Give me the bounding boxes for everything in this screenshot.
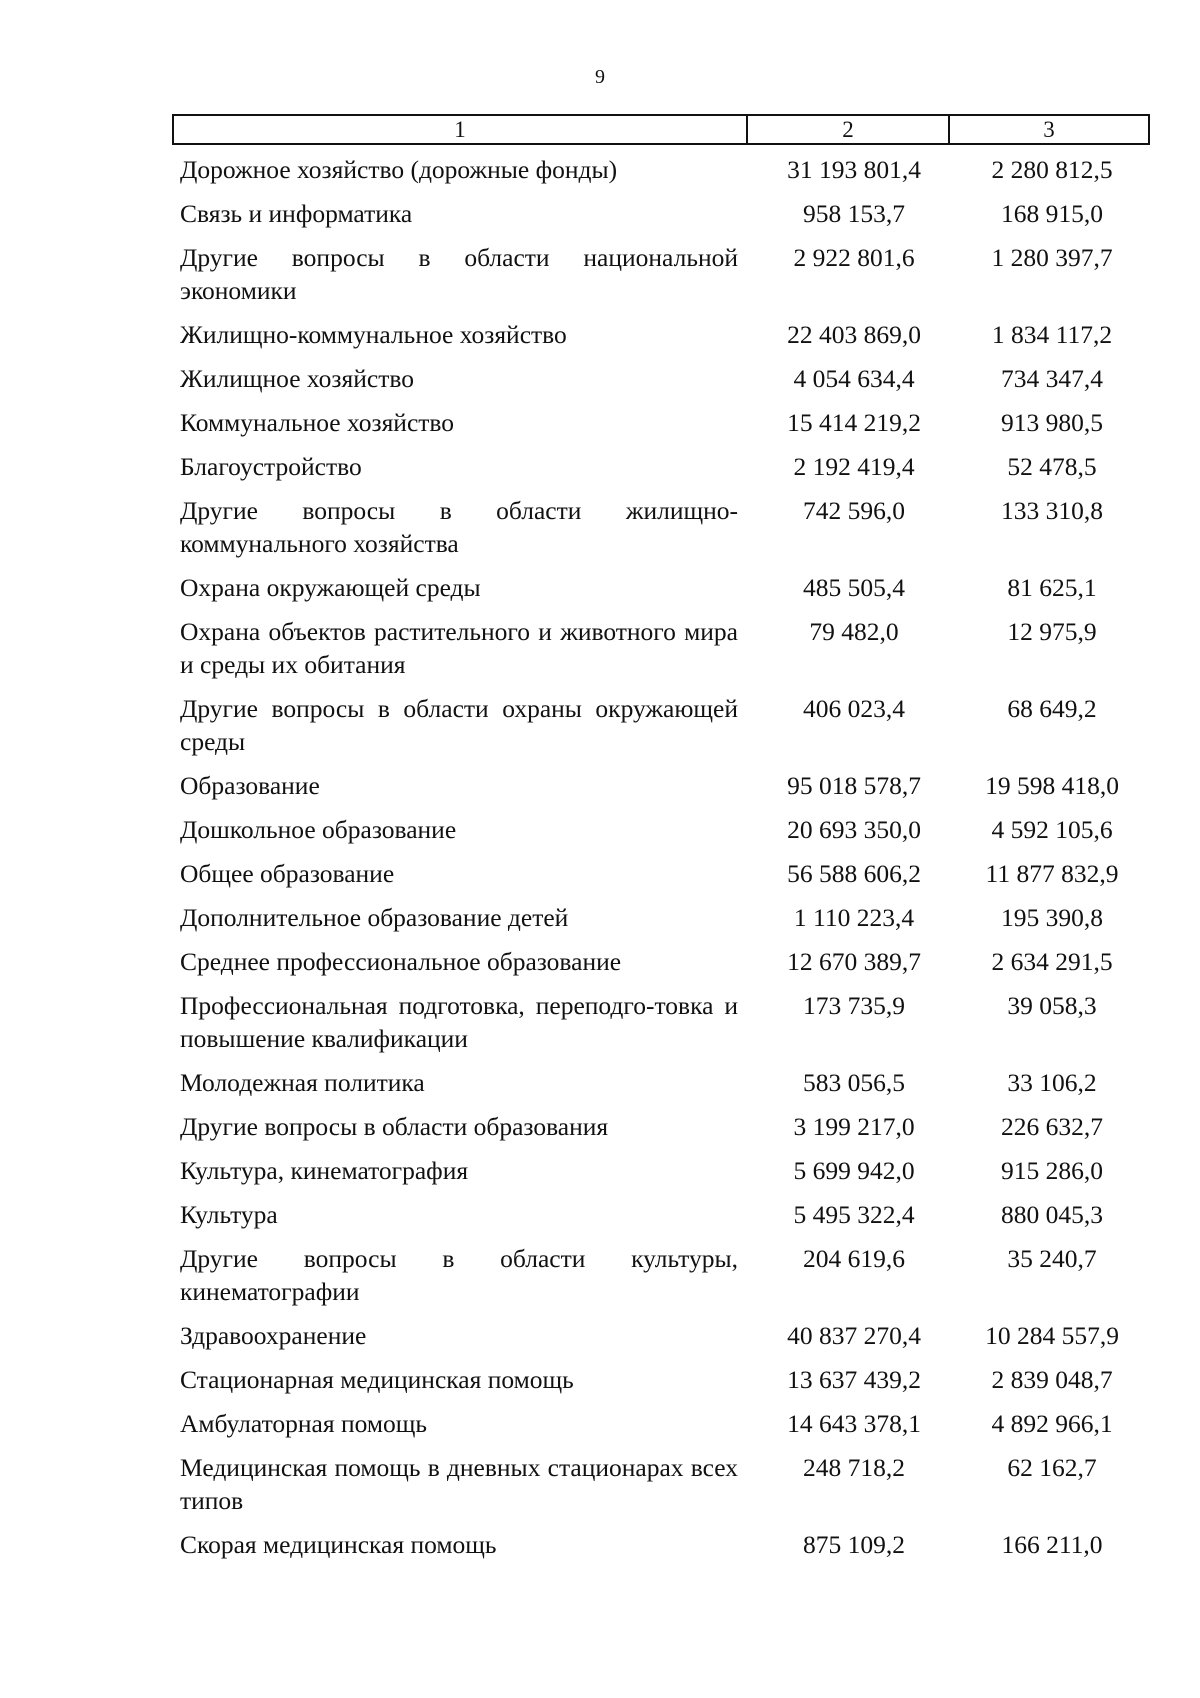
column-header-3: 3 — [1043, 117, 1055, 142]
table-row — [180, 989, 1150, 1055]
row-name: Образование — [180, 771, 320, 800]
row-name: Медицинская помощь в дневных стационарах всех типов — [180, 1453, 738, 1515]
row-name: Охрана объектов растительного и животного мира и среды их обитания — [180, 617, 738, 679]
row-value-col3: 52 478,5 — [1007, 452, 1097, 481]
row-value-col3: 913 980,5 — [1001, 408, 1103, 437]
table-header — [172, 114, 1150, 145]
row-value-col2: 31 193 801,4 — [787, 155, 921, 184]
table-row — [180, 1528, 1150, 1561]
row-name: Стационарная медицинская помощь — [180, 1365, 574, 1394]
row-value-col2: 20 693 350,0 — [787, 815, 921, 844]
table-row — [180, 1242, 1150, 1308]
row-value-col3: 880 045,3 — [1001, 1200, 1103, 1229]
table-row — [180, 318, 1150, 351]
row-value-col3: 2 839 048,7 — [991, 1365, 1113, 1394]
table-row — [180, 857, 1150, 890]
row-value-col3: 39 058,3 — [1007, 991, 1097, 1020]
row-value-col3: 4 892 966,1 — [991, 1409, 1113, 1438]
row-value-col2: 248 718,2 — [803, 1453, 905, 1482]
row-name: Дополнительное образование детей — [180, 903, 569, 932]
row-name: Здравоохранение — [180, 1321, 367, 1350]
table-row — [180, 1066, 1150, 1099]
table-row — [180, 1451, 1150, 1517]
column-header-1: 1 — [174, 116, 748, 143]
row-value-col2: 15 414 219,2 — [787, 408, 921, 437]
table-row — [180, 153, 1150, 186]
row-value-col3: 35 240,7 — [1007, 1244, 1097, 1273]
row-name: Молодежная политика — [180, 1068, 425, 1097]
row-value-col2: 204 619,6 — [803, 1244, 905, 1273]
table-row — [180, 1407, 1150, 1440]
row-value-col2: 14 643 378,1 — [787, 1409, 921, 1438]
column-header-2: 2 — [748, 116, 950, 143]
table-row — [180, 769, 1150, 802]
table-row — [180, 450, 1150, 483]
row-name: Дорожное хозяйство (дорожные фонды) — [180, 155, 618, 184]
row-value-col3: 11 877 832,9 — [985, 859, 1119, 888]
table-row — [180, 1154, 1150, 1187]
row-value-col2: 3 199 217,0 — [793, 1112, 915, 1141]
row-name: Культура — [180, 1200, 278, 1229]
table-body — [180, 153, 1150, 1572]
row-value-col2: 4 054 634,4 — [793, 364, 915, 393]
row-value-col2: 875 109,2 — [803, 1530, 905, 1559]
row-value-col3: 2 634 291,5 — [991, 947, 1113, 976]
row-name: Коммунальное хозяйство — [180, 408, 455, 437]
row-value-col3: 62 162,7 — [1007, 1453, 1097, 1482]
row-value-col3: 68 649,2 — [1007, 694, 1097, 723]
row-value-col2: 2 922 801,6 — [793, 243, 915, 272]
row-value-col3: 81 625,1 — [1007, 573, 1097, 602]
table-row — [180, 1110, 1150, 1143]
row-value-col3: 168 915,0 — [1001, 199, 1103, 228]
row-value-col2: 40 837 270,4 — [787, 1321, 921, 1350]
page-number: 9 — [595, 66, 605, 88]
row-value-col2: 406 023,4 — [803, 694, 905, 723]
table-row — [180, 494, 1150, 560]
row-value-col3: 19 598 418,0 — [985, 771, 1119, 800]
row-name: Культура, кинематография — [180, 1156, 469, 1185]
table-row — [180, 901, 1150, 934]
row-name: Другие вопросы в области охраны окружающей среды — [180, 694, 738, 756]
row-name: Общее образование — [180, 859, 395, 888]
row-value-col3: 166 211,0 — [1001, 1530, 1103, 1559]
row-value-col2: 2 192 419,4 — [793, 452, 915, 481]
row-value-col2: 485 505,4 — [803, 573, 905, 602]
row-value-col3: 33 106,2 — [1007, 1068, 1097, 1097]
row-value-col2: 5 699 942,0 — [793, 1156, 915, 1185]
table-row — [180, 1319, 1150, 1352]
row-value-col3: 226 632,7 — [1001, 1112, 1103, 1141]
row-value-col3: 1 280 397,7 — [991, 243, 1113, 272]
row-name: Среднее профессиональное образование — [180, 947, 622, 976]
table-row — [180, 615, 1150, 681]
row-name: Амбулаторная помощь — [180, 1409, 428, 1438]
row-value-col2: 13 637 439,2 — [787, 1365, 921, 1394]
row-value-col2: 583 056,5 — [803, 1068, 905, 1097]
table-row — [180, 945, 1150, 978]
table-row — [180, 362, 1150, 395]
row-value-col3: 915 286,0 — [1001, 1156, 1103, 1185]
row-name: Другие вопросы в области национальной экономики — [180, 243, 738, 305]
table-row — [180, 197, 1150, 230]
row-value-col2: 79 482,0 — [809, 617, 899, 646]
row-name: Жилищно-коммунальное хозяйство — [180, 320, 567, 349]
row-name: Профессиональная подготовка, переподго-товка и повышение квалификации — [180, 991, 738, 1053]
row-name: Охрана окружающей среды — [180, 573, 481, 602]
row-value-col2: 22 403 869,0 — [787, 320, 921, 349]
row-value-col2: 5 495 322,4 — [793, 1200, 915, 1229]
table-row — [180, 813, 1150, 846]
row-name: Жилищное хозяйство — [180, 364, 414, 393]
row-value-col3: 195 390,8 — [1001, 903, 1103, 932]
row-name: Связь и информатика — [180, 199, 413, 228]
table-row — [180, 1198, 1150, 1231]
row-value-col2: 95 018 578,7 — [787, 771, 921, 800]
row-name: Другие вопросы в области образования — [180, 1112, 609, 1141]
row-value-col2: 1 110 223,4 — [793, 903, 915, 932]
row-value-col3: 4 592 105,6 — [991, 815, 1113, 844]
row-value-col2: 12 670 389,7 — [787, 947, 921, 976]
row-value-col3: 133 310,8 — [1001, 496, 1103, 525]
table-row — [180, 406, 1150, 439]
row-name: Другие вопросы в области культуры, кинематографии — [180, 1244, 738, 1306]
row-value-col2: 958 153,7 — [803, 199, 905, 228]
row-value-col3: 2 280 812,5 — [991, 155, 1113, 184]
row-name: Другие вопросы в области жилищно-коммунального хозяйства — [180, 496, 738, 558]
table-row — [180, 692, 1150, 758]
table-row — [180, 571, 1150, 604]
table-row — [180, 241, 1150, 307]
row-value-col3: 734 347,4 — [1001, 364, 1103, 393]
row-value-col2: 742 596,0 — [803, 496, 905, 525]
row-value-col2: 173 735,9 — [803, 991, 905, 1020]
row-value-col3: 1 834 117,2 — [991, 320, 1113, 349]
row-name: Дошкольное образование — [180, 815, 457, 844]
row-name: Благоустройство — [180, 452, 362, 481]
table-row — [180, 1363, 1150, 1396]
row-value-col3: 12 975,9 — [1007, 617, 1097, 646]
row-value-col2: 56 588 606,2 — [787, 859, 921, 888]
row-name: Скорая медицинская помощь — [180, 1530, 497, 1559]
row-value-col3: 10 284 557,9 — [985, 1321, 1119, 1350]
